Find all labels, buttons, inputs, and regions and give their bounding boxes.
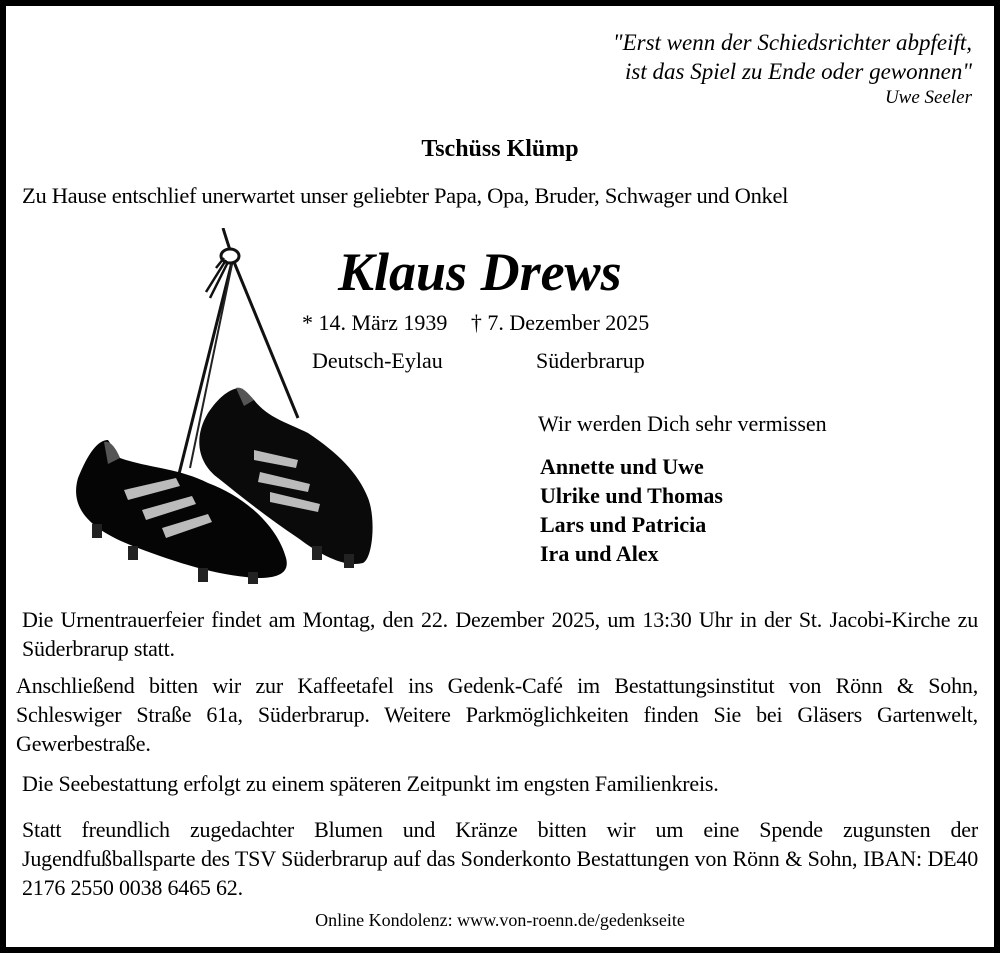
mourners-list — [540, 452, 723, 568]
mourner-name: Lars und Patricia — [540, 512, 707, 537]
mourner-name: Annette und Uwe — [540, 454, 704, 479]
quote-line-2: ist das Spiel zu Ende oder gewonnen" — [625, 59, 972, 84]
ceremony-paragraph: Die Urnentrauerfeier findet am Montag, den 22. Dezember 2025, um 13:30 Uhr in der St. Jacobi-Kirche zu Süderbrarup statt. — [22, 607, 978, 661]
life-dates — [302, 310, 649, 336]
quote-block — [613, 28, 972, 110]
coffee-paragraph: Anschließend bitten wir zur Kaffeetafel ins Gedenk-Café im Bestattungsinstitut von Rönn & Sohn, Schleswiger Straße 61a, Süderbrarup. Weitere Parkmöglichkeiten finden Sie bei Gläsers Gartenwelt, Gewerbestraße. — [16, 673, 978, 756]
death-place: Süderbrarup — [536, 348, 645, 373]
death-date: † 7. Dezember 2025 — [470, 310, 650, 335]
mourners-message: Wir werden Dich sehr vermissen — [538, 411, 827, 436]
donation-paragraph: Statt freundlich zugedachter Blumen und Kränze bitten wir um eine Spende zugunsten der Jugendfußballsparte des TSV Süderbrarup auf das Sonderkonto Bestattungen von Rönn & Sohn, IBAN: DE40 2176 2550 0038 6465 62. — [22, 817, 978, 900]
quote-author: Uwe Seeler — [884, 87, 972, 108]
quote-line-1: "Erst wenn der Schiedsrichter abpfeift, — [612, 30, 972, 55]
sea-burial-paragraph: Die Seebestattung erfolgt zu einem späteren Zeitpunkt im engsten Familienkreis. — [22, 771, 719, 796]
online-condolence-link[interactable]: Online Kondolenz: www.von-roenn.de/gedenkseite — [315, 910, 685, 930]
intro-text: Zu Hause entschlief unerwartet unser geliebter Papa, Opa, Bruder, Schwager und Onkel — [22, 183, 789, 208]
farewell-heading: Tschüss Klümp — [421, 136, 579, 162]
birth-date: * 14. März 1939 — [302, 310, 448, 335]
mourner-name: Ulrike und Thomas — [540, 483, 723, 508]
mourner-name: Ira und Alex — [540, 541, 659, 566]
birth-place: Deutsch-Eylau — [312, 348, 443, 373]
deceased-name: Klaus Drews — [338, 242, 622, 302]
